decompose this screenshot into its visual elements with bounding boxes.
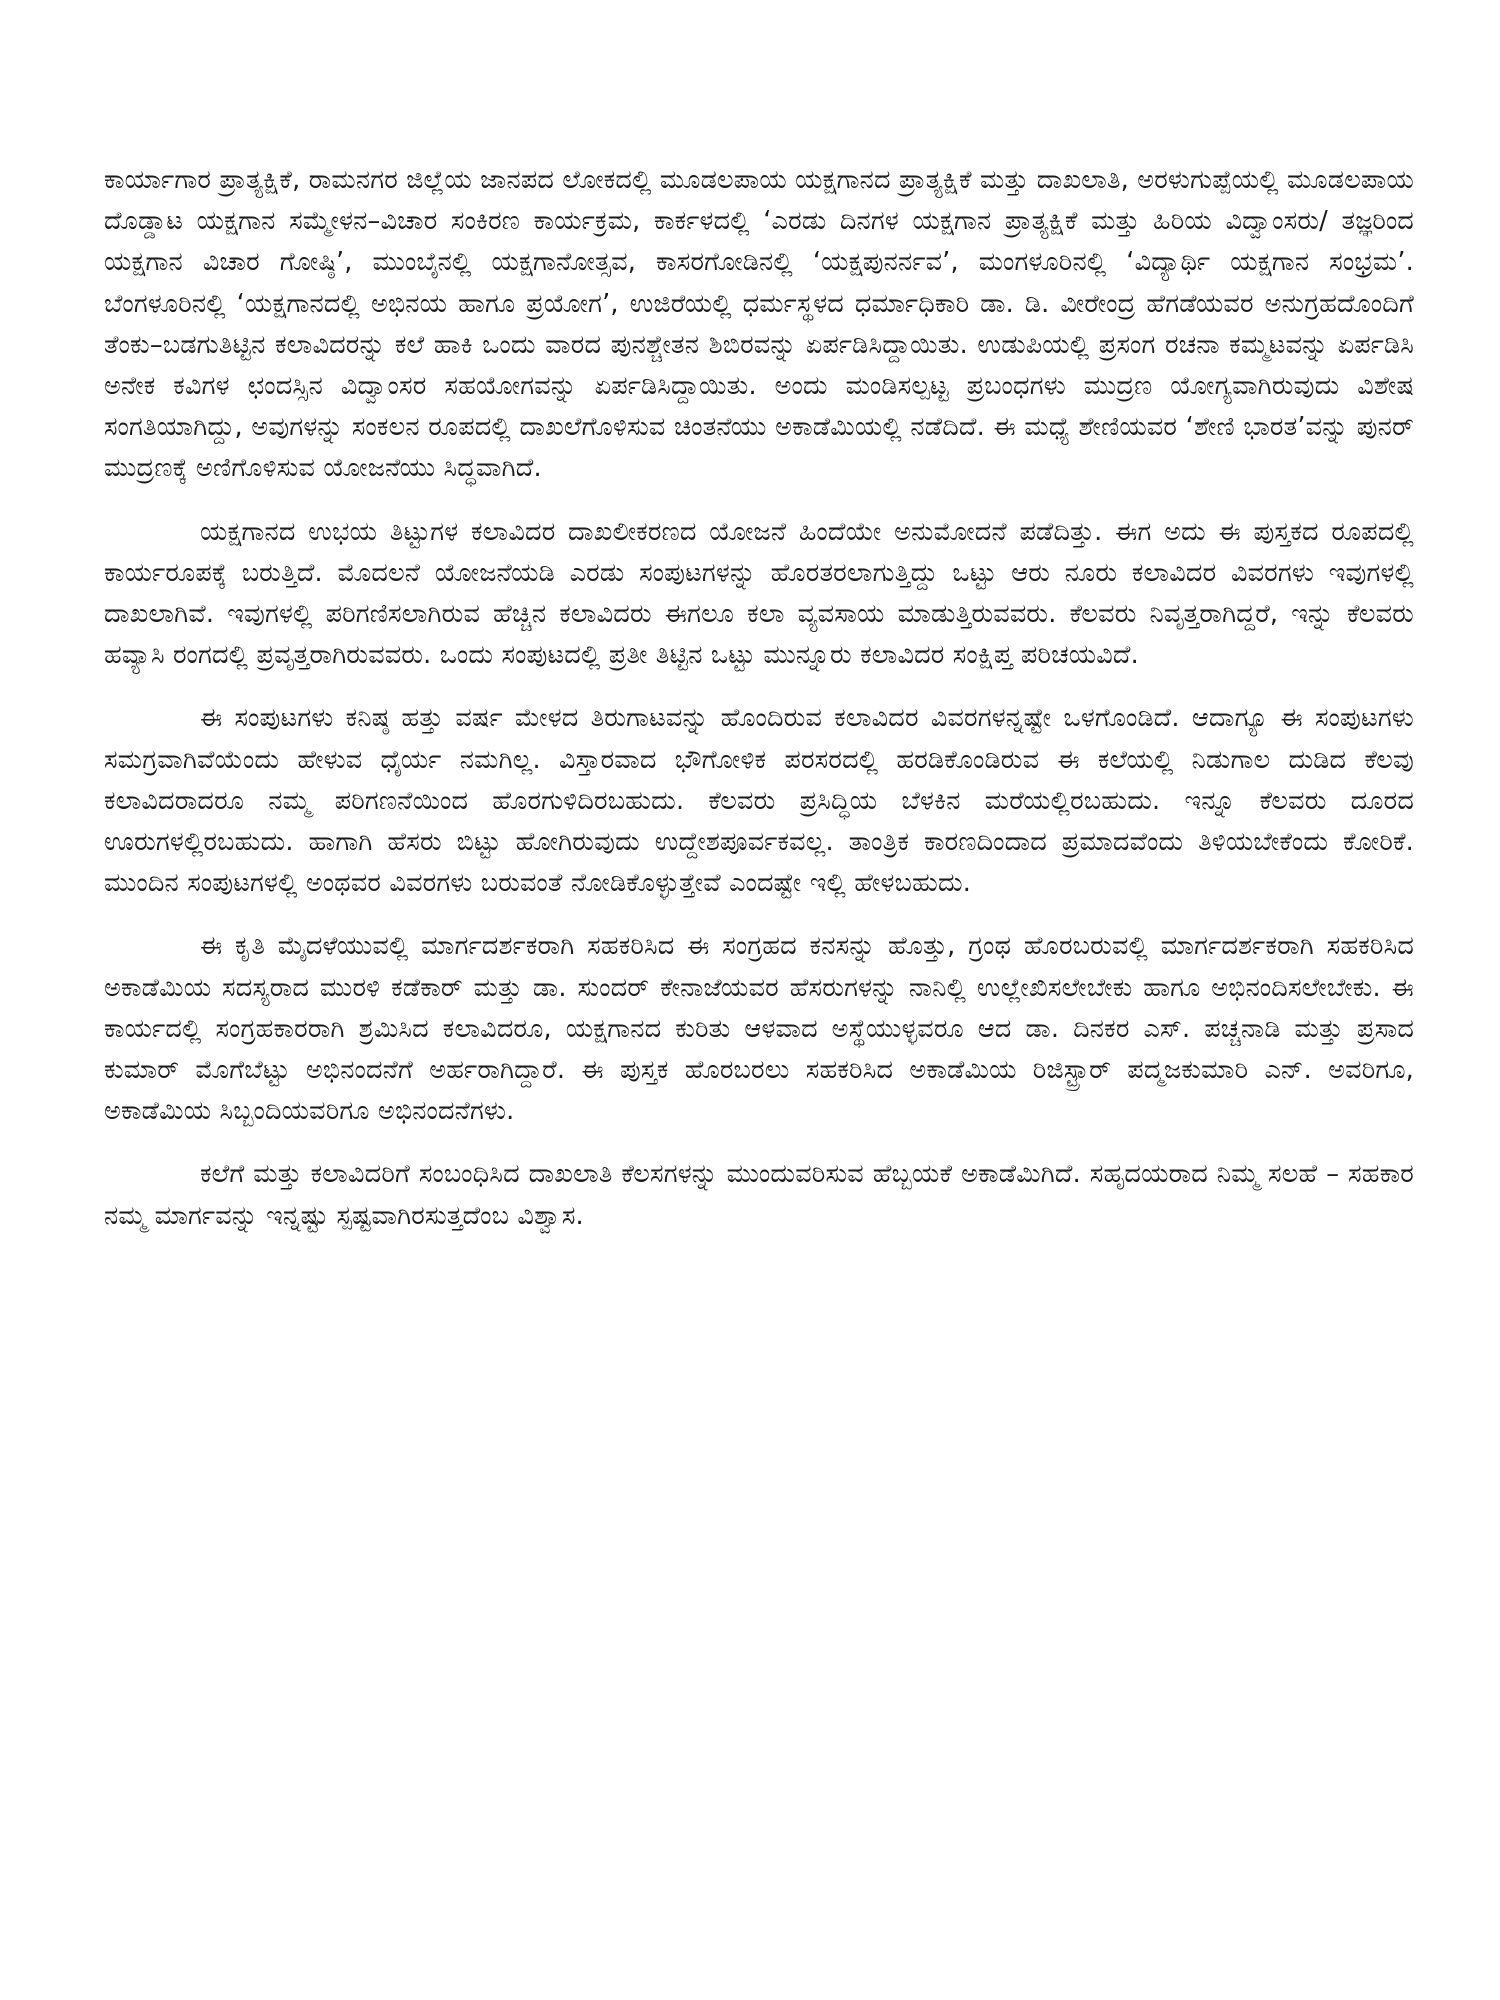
paragraph-2: ಯಕ್ಷಗಾನದ ಉಭಯ ತಿಟ್ಟುಗಳ ಕಲಾವಿದರ ದಾಖಲೀಕರಣದ ಯೋಜನೆ ಹಿಂದೆಯೇ ಅನುಮೋದನೆ ಪಡೆದಿತ್ತು. ಈಗ ಅದು ಈ ಪುಸ್ತಕದ ರೂಪದಲ್ಲಿ ಕಾರ್ಯರೂಪಕ್ಕೆ ಬರುತ್ತಿದೆ. ಮೊದಲನೆ ಯೋಜನೆಯಡಿ ಎರಡು ಸಂಪುಟಗಳನ್ನು ಹೊರತರಲಾಗುತ್ತಿದ್ದು ಒಟ್ಟು ಆರು ನೂರು ಕಲಾವಿದರ ವಿವರಗಳು ಇವುಗಳಲ್ಲಿ ದಾಖಲಾಗಿವೆ. ಇವುಗಳಲ್ಲಿ ಪರಿಗಣಿಸಲಾಗಿರುವ ಹೆಚ್ಚಿನ ಕಲಾವಿದರು ಈಗಲೂ ಕಲಾ ವ್ಯವಸಾಯ ಮಾಡುತ್ತಿರುವವರು. ಕೆಲವರು ನಿವೃತ್ತರಾಗಿದ್ದರೆ, ಇನ್ನು ಕೆಲವರು ಹವ್ಯಾಸಿ ರಂಗದಲ್ಲಿ ಪ್ರವೃತ್ತರಾಗಿರುವವರು. ಒಂದು ಸಂಪುಟದಲ್ಲಿ ಪ್ರತೀ ತಿಟ್ಟಿನ ಒಟ್ಟು ಮುನ್ನೂರು ಕಲಾವಿದರ ಸಂಕ್ಷಿಪ್ತ ಪರಿಚಯವಿದೆ. [104, 516, 1414, 671]
paragraph-5: ಕಲೆಗೆ ಮತ್ತು ಕಲಾವಿದರಿಗೆ ಸಂಬಂಧಿಸಿದ ದಾಖಲಾತಿ ಕೆಲಸಗಳನ್ನು ಮುಂದುವರಿಸುವ ಹೆಬ್ಬಯಕೆ ಅಕಾಡೆಮಿಗಿದೆ. ಸಹೃದಯರಾದ ನಿಮ್ಮ ಸಲಹೆ – ಸಹಕಾರ ನಮ್ಮ ಮಾರ್ಗವನ್ನು ಇನ್ನಷ್ಟು ಸ್ಪಷ್ಟವಾಗಿರಸುತ್ತದೆಂಬ ವಿಶ್ವಾಸ. [104, 1159, 1414, 1231]
document-body [104, 160, 1414, 1237]
paragraph-1: ಕಾರ್ಯಾಗಾರ ಪ್ರಾತ್ಯಕ್ಷಿಕೆ, ರಾಮನಗರ ಜಿಲ್ಲೆಯ ಜಾನಪದ ಲೋಕದಲ್ಲಿ ಮೂಡಲಪಾಯ ಯಕ್ಷಗಾನದ ಪ್ರಾತ್ಯಕ್ಷಿಕೆ ಮತ್ತು ದಾಖಲಾತಿ, ಅರಳುಗುಪ್ಪೆಯಲ್ಲಿ ಮೂಡಲಪಾಯ ದೊಡ್ಡಾಟ ಯಕ್ಷಗಾನ ಸಮ್ಮೇಳನ–ವಿಚಾರ ಸಂಕಿರಣ ಕಾರ್ಯಕ್ರಮ, ಕಾರ್ಕಳದಲ್ಲಿ ‘ಎರಡು ದಿನಗಳ ಯಕ್ಷಗಾನ ಪ್ರಾತ್ಯಕ್ಷಿಕೆ ಮತ್ತು ಹಿರಿಯ ವಿದ್ವಾಂಸರು/ ತಜ್ಞರಿಂದ ಯಕ್ಷಗಾನ ವಿಚಾರ ಗೋಷ್ಠಿ’, ಮುಂಬೈನಲ್ಲಿ ಯಕ್ಷಗಾನೋತ್ಸವ, ಕಾಸರಗೋಡಿನಲ್ಲಿ ‘ಯಕ್ಷಪುನರ್ನವ’, ಮಂಗಳೂರಿನಲ್ಲಿ ‘ವಿದ್ಯಾರ್ಥಿ ಯಕ್ಷಗಾನ ಸಂಭ್ರಮ’. ಬೆಂಗಳೂರಿನಲ್ಲಿ ‘ಯಕ್ಷಗಾನದಲ್ಲಿ ಅಭಿನಯ ಹಾಗೂ ಪ್ರಯೋಗ’, ಉಜಿರೆಯಲ್ಲಿ ಧರ್ಮಸ್ಥಳದ ಧರ್ಮಾಧಿಕಾರಿ ಡಾ. ಡಿ. ವೀರೇಂದ್ರ ಹೆಗಡೆಯವರ ಅನುಗ್ರಹದೊಂದಿಗೆ ತೆಂಕು–ಬಡಗುತಿಟ್ಟಿನ ಕಲಾವಿದರನ್ನು ಕಲೆ ಹಾಕಿ ಒಂದು ವಾರದ ಪುನಶ್ಚೇತನ ಶಿಬಿರವನ್ನು ಏರ್ಪಡಿಸಿದ್ದಾಯಿತು. ಉಡುಪಿಯಲ್ಲಿ ಪ್ರಸಂಗ ರಚನಾ ಕಮ್ಮಟವನ್ನು ಏರ್ಪಡಿಸಿ ಅನೇಕ ಕವಿಗಳ ಛಂದಸ್ಸಿನ ವಿದ್ವಾಂಸರ ಸಹಯೋಗವನ್ನು ಏರ್ಪಡಿಸಿದ್ದಾಯಿತು. ಅಂದು ಮಂಡಿಸಲ್ಪಟ್ಟ ಪ್ರಬಂಧಗಳು ಮುದ್ರಣ ಯೋಗ್ಯವಾಗಿರುವುದು ವಿಶೇಷ ಸಂಗತಿಯಾಗಿದ್ದು, ಅವುಗಳನ್ನು ಸಂಕಲನ ರೂಪದಲ್ಲಿ ದಾಖಲೆಗೊಳಿಸುವ ಚಿಂತನೆಯು ಅಕಾಡೆಮಿಯಲ್ಲಿ ನಡೆದಿದೆ. ಈ ಮಧ್ಯೆ ಶೇಣಿಯವರ ‘ಶೇಣಿ ಭಾರತ’ವನ್ನು ಪುನರ್ ಮುದ್ರಣಕ್ಕೆ ಅಣಿಗೊಳಿಸುವ ಯೋಜನೆಯು ಸಿದ್ಧವಾಗಿದೆ. [104, 165, 1414, 484]
paragraph-3: ಈ ಸಂಪುಟಗಳು ಕನಿಷ್ಠ ಹತ್ತು ವರ್ಷ ಮೇಳದ ತಿರುಗಾಟವನ್ನು ಹೊಂದಿರುವ ಕಲಾವಿದರ ವಿವರಗಳನ್ನಷ್ಟೇ ಒಳಗೊಂಡಿದೆ. ಆದಾಗ್ಯೂ ಈ ಸಂಪುಟಗಳು ಸಮಗ್ರವಾಗಿವೆಯೆಂದು ಹೇಳುವ ಧೈರ್ಯ ನಮಗಿಲ್ಲ. ವಿಸ್ತಾರವಾದ ಭೌಗೋಳಿಕ ಪರಸರದಲ್ಲಿ ಹರಡಿಕೊಂಡಿರುವ ಈ ಕಲೆಯಲ್ಲಿ ನಿಡುಗಾಲ ದುಡಿದ ಕೆಲವು ಕಲಾವಿದರಾದರೂ ನಮ್ಮ ಪರಿಗಣನೆಯಿಂದ ಹೊರಗುಳಿದಿರಬಹುದು. ಕೆಲವರು ಪ್ರಸಿದ್ಧಿಯ ಬೆಳಕಿನ ಮರೆಯಲ್ಲಿರಬಹುದು. ಇನ್ನೂ ಕೆಲವರು ದೂರದ ಊರುಗಳಲ್ಲಿರಬಹುದು. ಹಾಗಾಗಿ ಹೆಸರು ಬಿಟ್ಟು ಹೋಗಿರುವುದು ಉದ್ದೇಶಪೂರ್ವಕವಲ್ಲ. ತಾಂತ್ರಿಕ ಕಾರಣದಿಂದಾದ ಪ್ರಮಾದವೆಂದು ತಿಳಿಯಬೇಕೆಂದು ಕೋರಿಕೆ. ಮುಂದಿನ ಸಂಪುಟಗಳಲ್ಲಿ ಅಂಥವರ ವಿವರಗಳು ಬರುವಂತೆ ನೋಡಿಕೊಳ್ಳುತ್ತೇವೆ ಎಂದಷ್ಟೇ ಇಲ್ಲಿ ಹೇಳಬಹುದು. [104, 703, 1414, 899]
paragraph-4: ಈ ಕೃತಿ ಮೈದಳೆಯುವಲ್ಲಿ ಮಾರ್ಗದರ್ಶಕರಾಗಿ ಸಹಕರಿಸಿದ ಈ ಸಂಗ್ರಹದ ಕನಸನ್ನು ಹೊತ್ತು, ಗ್ರಂಥ ಹೊರಬರುವಲ್ಲಿ ಮಾರ್ಗದರ್ಶಕರಾಗಿ ಸಹಕರಿಸಿದ ಅಕಾಡೆಮಿಯ ಸದಸ್ಯರಾದ ಮುರಳಿ ಕಡೆಕಾರ್ ಮತ್ತು ಡಾ. ಸುಂದರ್ ಕೇನಾಜೆಯವರ ಹೆಸರುಗಳನ್ನು ನಾನಿಲ್ಲಿ ಉಲ್ಲೇಖಿಸಲೇಬೇಕು ಹಾಗೂ ಅಭಿನಂದಿಸಲೇಬೇಕು. ಈ ಕಾರ್ಯದಲ್ಲಿ ಸಂಗ್ರಹಕಾರರಾಗಿ ಶ್ರಮಿಸಿದ ಕಲಾವಿದರೂ, ಯಕ್ಷಗಾನದ ಕುರಿತು ಆಳವಾದ ಅಸ್ಥೆಯುಳ್ಳವರೂ ಆದ ಡಾ. ದಿನಕರ ಎಸ್. ಪಚ್ಚನಾಡಿ ಮತ್ತು ಪ್ರಸಾದ ಕುಮಾರ್ ಮೊಗೆಬೆಟ್ಟು ಅಭಿನಂದನೆಗೆ ಅರ್ಹರಾಗಿದ್ದಾರೆ. ಈ ಪುಸ್ತಕ ಹೊರಬರಲು ಸಹಕರಿಸಿದ ಅಕಾಡೆಮಿಯ ರಿಜಿಸ್ಟ್ರಾರ್ ಪದ್ಮಜಕುಮಾರಿ ಎನ್. ಅವರಿಗೂ, ಅಕಾಡೆಮಿಯ ಸಿಬ್ಬಂದಿಯವರಿಗೂ ಅಭಿನಂದನೆಗಳು. [104, 931, 1414, 1127]
